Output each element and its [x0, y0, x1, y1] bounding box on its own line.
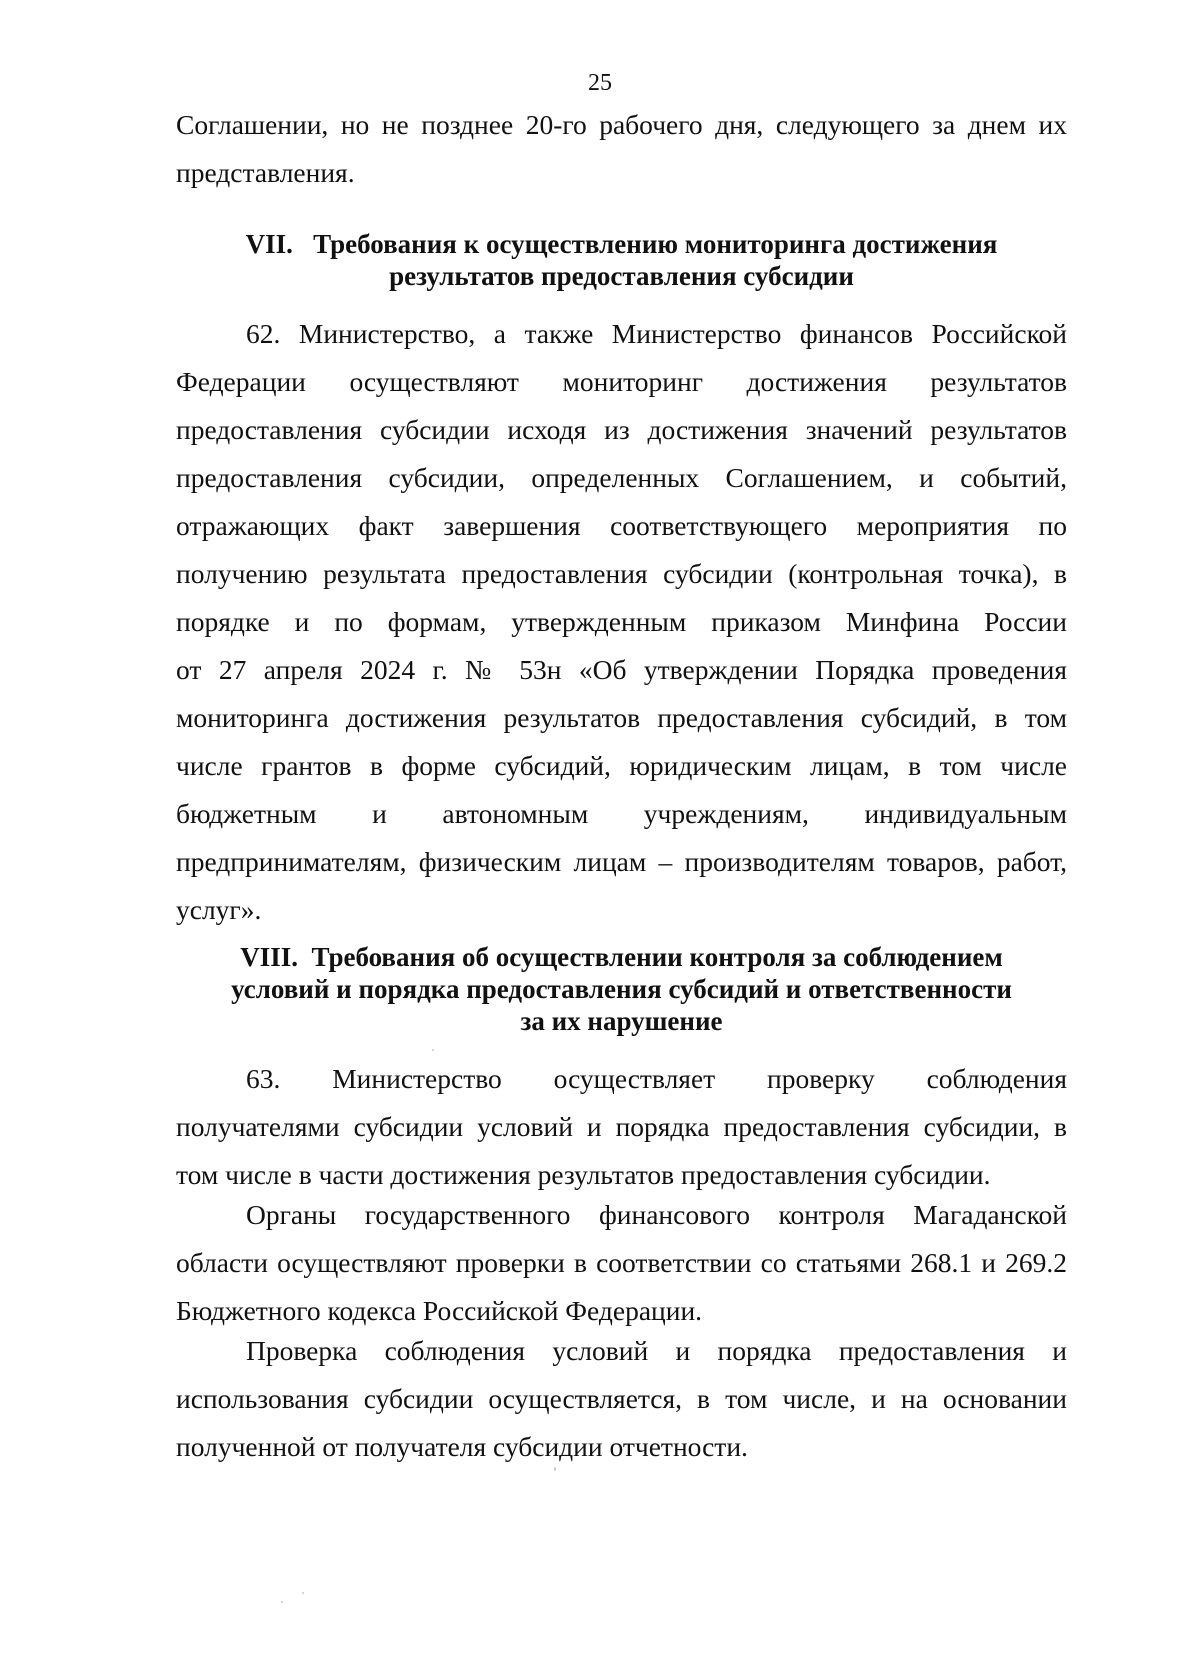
- text-line: Бюджетного кодекса Российской Федерации.: [176, 1295, 703, 1326]
- text-line: области осуществляют проверки в соответствии со статьями 268.1 и 269.2: [176, 1247, 1067, 1278]
- text-line: предпринимателям, физическим лицам – производителям товаров, работ,: [176, 846, 1067, 877]
- text-line: Проверка соблюдения условий и порядка предоставления и: [246, 1335, 1067, 1366]
- paragraph-62: [176, 310, 1067, 934]
- text-line: от 27 апреля 2024 г. № 53н «Об утверждении Порядка проведения: [176, 654, 1067, 685]
- text-line: использования субсидии осуществляется, в том числе, и на основании: [176, 1383, 1067, 1414]
- paragraph-63: [176, 1055, 1067, 1199]
- text-line: отражающих факт завершения соответствующего мероприятия по: [176, 510, 1067, 541]
- section-7-heading: [176, 228, 1067, 292]
- paragraph-reporting: [176, 1327, 1067, 1471]
- text-line: порядке и по формам, утвержденным приказом Минфина России: [176, 606, 1067, 637]
- heading-line: VII. Требования к осуществлению мониторинга достижения: [245, 229, 998, 259]
- text-line: Соглашении, но не позднее 20-го рабочего дня, следующего за днем их: [176, 109, 1067, 140]
- paragraph-control-bodies: [176, 1191, 1067, 1335]
- text-line: получению результата предоставления субсидии (контрольная точка), в: [176, 558, 1067, 589]
- text-line: получателями субсидии условий и порядка предоставления субсидии, в: [176, 1111, 1067, 1142]
- text-line: представления.: [176, 157, 355, 188]
- text-line: 63. Министерство осуществляет проверку соблюдения: [246, 1063, 1067, 1094]
- heading-line: условий и порядка предоставления субсидий и ответственности: [231, 974, 1012, 1004]
- text-line: полученной от получателя субсидии отчетности.: [176, 1431, 748, 1462]
- section-8-heading: [176, 941, 1067, 1037]
- text-line: услуг».: [176, 894, 262, 925]
- text-line: Федерации осуществляют мониторинг достижения результатов: [176, 366, 1067, 397]
- scan-speck: [302, 1592, 304, 1594]
- heading-line: за их нарушение: [520, 1006, 723, 1036]
- heading-line: VIII. Требования об осуществлении контроля за соблюдением: [240, 942, 1003, 972]
- text-line: предоставления субсидии, определенных Соглашением, и событий,: [176, 462, 1067, 493]
- text-line: мониторинга достижения результатов предоставления субсидий, в том: [176, 702, 1067, 733]
- text-line: предоставления субсидии исходя из достижения значений результатов: [176, 414, 1067, 445]
- text-line: 62. Министерство, а также Министерство финансов Российской: [246, 318, 1067, 349]
- heading-line: результатов предоставления субсидии: [389, 261, 854, 291]
- text-line: бюджетным и автономным учреждениям, индивидуальным: [176, 798, 1067, 829]
- text-line: числе грантов в форме субсидий, юридическим лицам, в том числе: [176, 750, 1067, 781]
- paragraph-61-tail: [176, 101, 1067, 197]
- text-line: том числе в части достижения результатов предоставления субсидии.: [176, 1159, 991, 1190]
- scan-speck: [281, 1601, 283, 1603]
- scan-speck: [554, 1467, 556, 1471]
- page-number: 25: [588, 70, 612, 96]
- text-line: Органы государственного финансового контроля Магаданской: [246, 1199, 1067, 1230]
- scan-speck: [432, 1049, 434, 1051]
